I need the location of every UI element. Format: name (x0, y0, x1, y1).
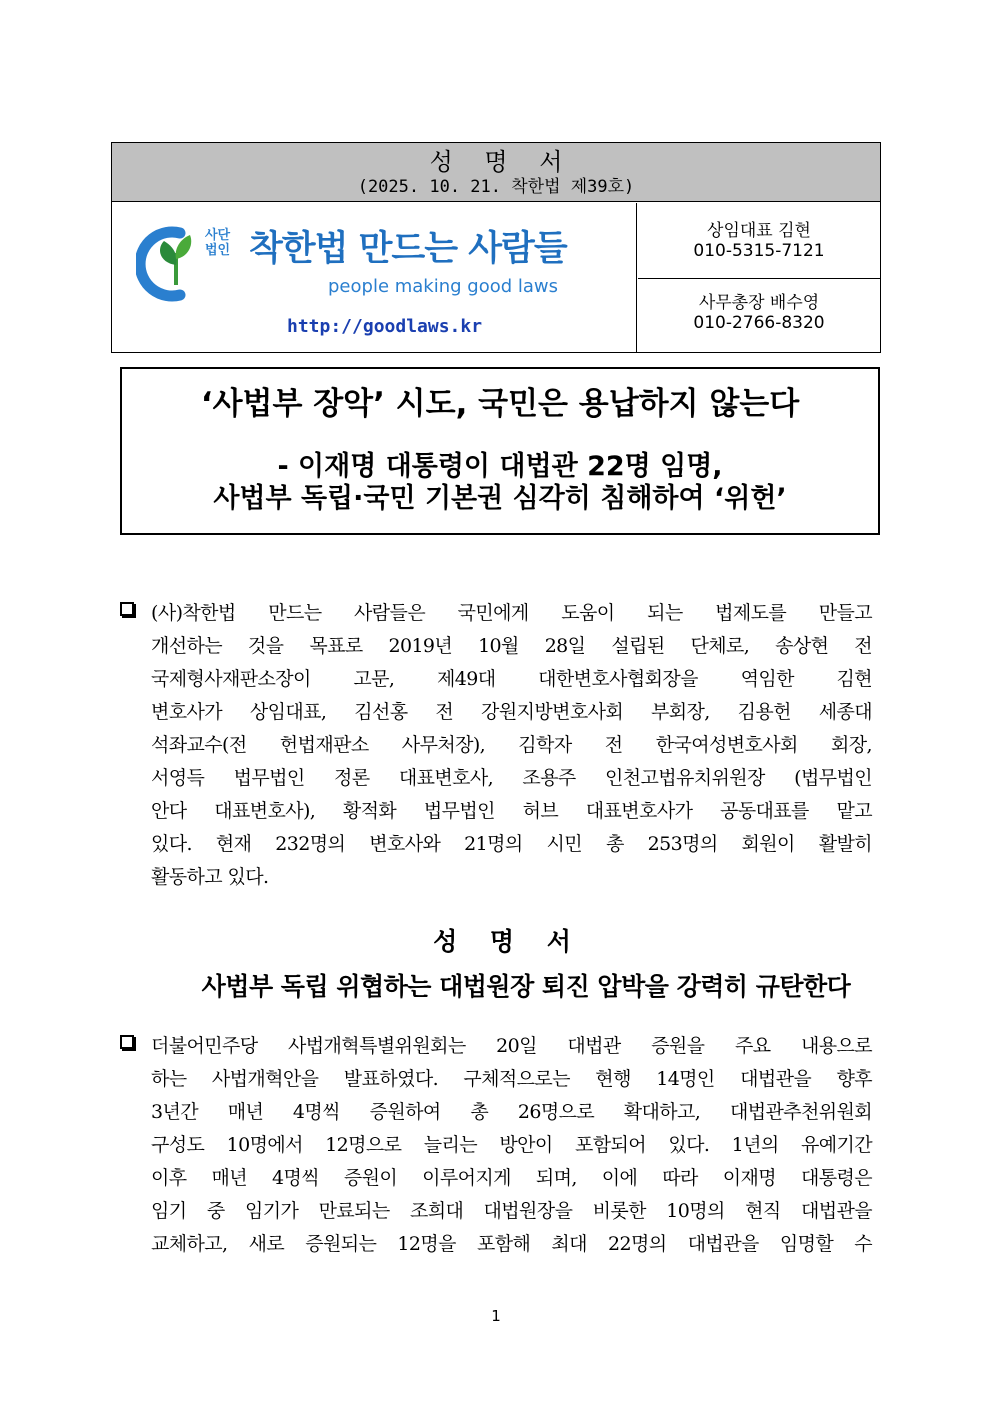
logo-cell (112, 203, 637, 353)
paragraph-line: 변호사가 상임대표, 김선홍 전 강원지방변호사회 부회장, 김용헌 세종대 (151, 701, 872, 723)
website-link[interactable]: http://goodlaws.kr (287, 316, 483, 337)
statement-title: 성 명 서 (433, 927, 583, 956)
paragraph-line: 안다 대표변호사), 황적화 법무법인 허브 대표변호사가 공동대표를 맡고 (151, 800, 872, 822)
organization-logo-icon (136, 223, 208, 313)
header-title-row (112, 143, 880, 202)
page-number: 1 (491, 1307, 501, 1325)
logo-badge-line1: 사단 (205, 228, 231, 243)
paragraph-line: 3년간 매년 4명씩 증원하여 총 26명으로 확대하고, 대법관추천위원회 (151, 1101, 872, 1123)
paragraph-line: 국제형사재판소장이 고문, 제49대 대한변호사협회장을 역임한 김현 (151, 668, 872, 690)
document-title: 성 명 서 (429, 148, 575, 176)
statement-paragraph (120, 1030, 872, 1261)
paragraph-line: 활동하고 있다. (151, 866, 269, 888)
organization-name: 착한법 만드는 사람들 (249, 229, 567, 269)
contact-divider (638, 278, 880, 279)
paragraph-line: 있다. 현재 232명의 변호사와 21명의 시민 총 253명의 회원이 활발히 (151, 833, 872, 855)
headline-sub-line1: - 이재명 대통령이 대법관 22명 임명, (277, 451, 723, 482)
contact-phone: 010-2766-8320 (693, 313, 825, 333)
organization-english-name: people making good laws (328, 276, 559, 297)
paragraph-line: 서영득 법무법인 정론 대표변호사, 조용주 인천고법유치위원장 (법무법인 (151, 767, 872, 789)
contact-representative (638, 221, 880, 261)
headline-main: ‘사법부 장악’ 시도, 국민은 용납하지 않는다 (200, 386, 800, 422)
paragraph-line: 임기 중 임기가 만료되는 조희대 대법원장을 비롯한 10명의 현직 대법관을 (151, 1200, 872, 1222)
paragraph-line: 개선하는 것을 목표로 2019년 10월 28일 설립된 단체로, 송상현 전 (151, 635, 872, 657)
contact-name: 상임대표 김현 (707, 221, 811, 241)
statement-subtitle: 사법부 독립 위협하는 대법원장 퇴진 압박을 강력히 규탄한다 (201, 972, 851, 1001)
contact-phone: 010-5315-7121 (693, 241, 825, 261)
header-table (111, 142, 881, 353)
contact-secretary-general (638, 293, 880, 333)
document-number: (2025. 10. 21. 착한법 제39호) (357, 177, 635, 197)
paragraph-line: 하는 사법개혁안을 발표하였다. 구체적으로는 현행 14명인 대법관을 향후 (151, 1068, 872, 1090)
headline-box (120, 367, 880, 535)
headline-sub-line2: 사법부 독립·국민 기본권 심각히 침해하여 ‘위헌’ (213, 483, 787, 514)
contacts-cell (638, 203, 880, 353)
paragraph-line: 석좌교수(전 헌법재판소 사무처장), 김학자 전 한국여성변호사회 회장, (151, 734, 872, 756)
logo-badge-line2: 법인 (205, 243, 231, 258)
checkbox-bullet-icon (120, 1035, 134, 1049)
paragraph-line: 더불어민주당 사법개혁특별위원회는 20일 대법관 증원을 주요 내용으로 (151, 1035, 872, 1057)
paragraph-line: 교체하고, 새로 증원되는 12명을 포함해 최대 22명의 대법관을 임명할 수 (151, 1233, 872, 1255)
checkbox-bullet-icon (120, 602, 134, 616)
paragraph-line: (사)착한법 만드는 사람들은 국민에게 도움이 되는 법제도를 만들고 (151, 602, 872, 624)
paragraph-line: 이후 매년 4명씩 증원이 이루어지게 되며, 이에 따라 이재명 대통령은 (151, 1167, 872, 1189)
logo-badge (205, 228, 230, 258)
contact-name: 사무총장 배수영 (698, 293, 820, 313)
paragraph-line: 구성도 10명에서 12명으로 늘리는 방안이 포함되어 있다. 1년의 유예기간 (151, 1134, 872, 1156)
intro-paragraph (120, 597, 872, 894)
